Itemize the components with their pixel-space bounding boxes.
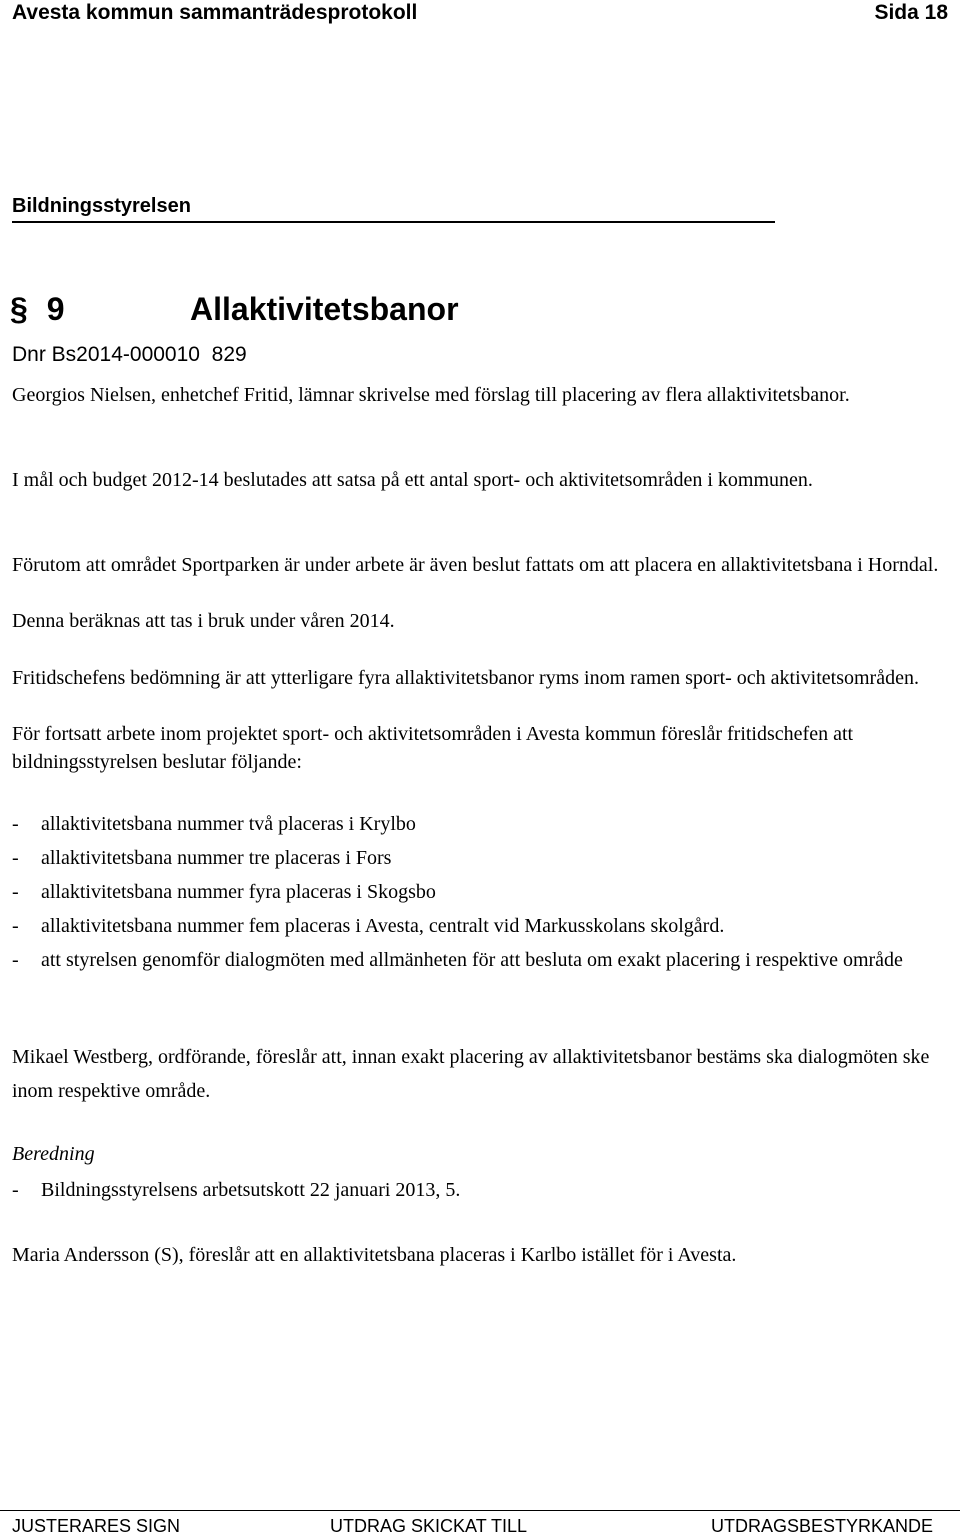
section-number: 9 xyxy=(46,291,65,327)
section-symbol: § xyxy=(10,291,28,327)
paragraph-5: För fortsatt arbete inom projektet sport- och aktivitetsområden i Avesta kommun föreslår fritidschefen att bildningsstyrelsen beslutar följande: xyxy=(12,723,854,773)
preparation-item xyxy=(12,1173,942,1207)
preparation-heading: Beredning xyxy=(12,1143,95,1165)
footer-sign-label: JUSTERARES SIGN xyxy=(12,1516,181,1536)
preparation-item-text: Bildningsstyrelsens arbetsutskott 22 januari 2013, 5. xyxy=(41,1179,461,1201)
section-heading xyxy=(10,287,459,331)
footer-certify-label: UTDRAGSBESTYRKANDE xyxy=(710,1516,933,1536)
list-item-text: allaktivitetsbana nummer två placeras i Krylbo xyxy=(41,813,416,835)
paragraph-3: Förutom att området Sportparken är under arbete är även beslut fattats om att placera en allaktivitetsbana i Horndal. xyxy=(12,554,939,576)
case-number: Dnr Bs2014-000010 829 xyxy=(12,343,247,366)
document-title: Avesta kommun sammanträdesprotokoll xyxy=(12,1,418,24)
paragraph-2: I mål och budget 2012-14 beslutades att satsa på ett antal sport- och aktivitetsområden i kommunen. xyxy=(12,469,813,491)
list-item-text: allaktivitetsbana nummer tre placeras i Fors xyxy=(41,847,392,869)
list-item-text: allaktivitetsbana nummer fyra placeras i Skogsbo xyxy=(41,881,436,903)
chair-proposal: Mikael Westberg, ordförande, föreslår att, innan exakt placering av allaktivitetsbanor bestäms ska dialogmöten ske inom respektive område. xyxy=(12,1046,930,1102)
list-item xyxy=(12,875,942,909)
footer-rule xyxy=(0,1510,960,1511)
board-name: Bildningsstyrelsen xyxy=(12,195,191,217)
page-number: Sida 18 xyxy=(874,1,948,24)
list-dash: - xyxy=(12,847,19,869)
list-item-text: allaktivitetsbana nummer fem placeras i Avesta, centralt vid Markusskolans skolgård. xyxy=(41,915,725,937)
page-footer xyxy=(0,1510,960,1536)
footer-sent-label: UTDRAG SKICKAT TILL xyxy=(330,1516,528,1536)
list-dash: - xyxy=(12,881,19,903)
page-header xyxy=(0,0,960,26)
section-title: Allaktivitetsbanor xyxy=(190,291,459,327)
paragraph-3b: Denna beräknas att tas i bruk under våren 2014. xyxy=(12,610,395,632)
list-item xyxy=(12,909,942,943)
paragraph-1: Georgios Nielsen, enhetchef Fritid, lämnar skrivelse med förslag till placering av flera allaktivitetsbanor. xyxy=(12,384,850,406)
board-underline xyxy=(12,221,775,223)
list-item xyxy=(12,807,942,841)
paragraph-4: Fritidschefens bedömning är att ytterligare fyra allaktivitetsbanor ryms inom ramen sport- och aktivitetsområden. xyxy=(12,667,919,689)
list-item-text: att styrelsen genomför dialogmöten med allmänheten för att besluta om exakt placering i respektive område xyxy=(41,949,903,971)
list-dash: - xyxy=(12,1179,19,1201)
list-dash: - xyxy=(12,915,19,937)
list-item xyxy=(12,943,942,977)
list-dash: - xyxy=(12,813,19,835)
list-item xyxy=(12,841,942,875)
counter-proposal: Maria Andersson (S), föreslår att en allaktivitetsbana placeras i Karlbo istället för i Avesta. xyxy=(12,1244,737,1266)
list-dash: - xyxy=(12,949,19,971)
